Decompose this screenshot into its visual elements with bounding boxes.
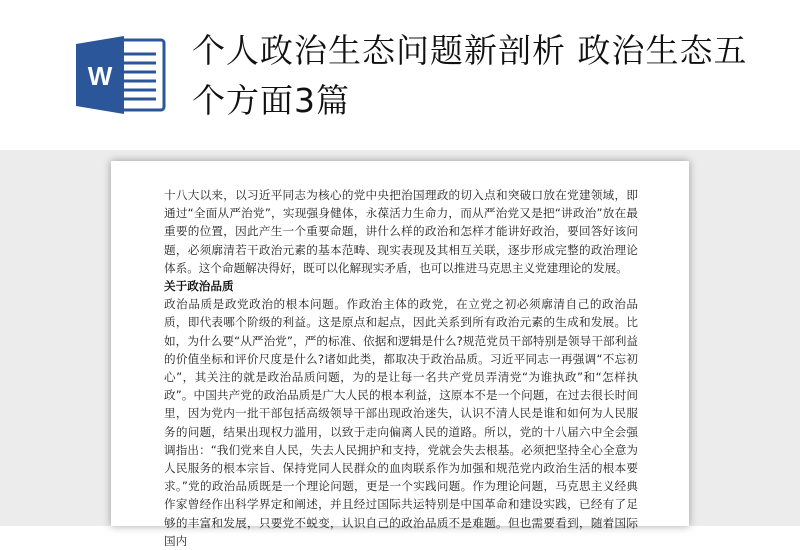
header bbox=[0, 0, 800, 160]
document-body bbox=[164, 186, 638, 550]
word-document-icon bbox=[74, 34, 166, 116]
paragraph-political-quality: 政治品质是政党政治的根本问题。作政治主体的政党，在立党之初必须廓清自己的政治品质，即代表哪个阶级的利益。这是原点和起点，因此关系到所有政治元素的生成和发展。比如，为什么要“从严治党”，严的标准、依据和逻辑是什么?规范党员干部特别是领导干部利益的价值坐标和评价尺度是什么?诸如此类，都取决于政治品质。习近平同志一再强调“不忘初心”，其关注的就是政治品质问题，为的是让每一名共产党员弄清党“为谁执政”和“怎样执政”。中国共产党的政治品质是广大人民的根本利益，这原本不是一个问题，在过去很长时间里，因为党内一批干部包括高级领导干部出现政治迷失，认识不清人民是谁和如何为人民服务的问题，结果出现权力滥用，以致于走向偏离人民的道路。所以，党的十八届六中全会强调指出：“我们党来自人民，失去人民拥护和支持，党就会失去根基。必须把坚持全心全意为人民服务的根本宗旨、保持党同人民群众的血肉联系作为加强和规范党内政治生活的根本要求。”党的政治品质既是一个理论问题，更是一个实践问题。作为理论问题，马克思主义经典作家曾经作出科学界定和阐述，并且经过国际共运特别是中国革命和建设实践，已经有了足够的丰富和发展，只要党不蜕变，认识自己的政治品质不是难题。但也需要看到，随着国际国内 bbox=[164, 297, 638, 548]
paragraph-intro: 十八大以来，以习近平同志为核心的党中央把治国理政的切入点和突破口放在党建领域，即通过“全面从严治党”，实现强身健体，永葆活力生命力，而从严治党又是把“讲政治”放在最重要的位置，因此产生一个重要命题，讲什么样的政治和怎样才能讲好政治，要回答好该问题，必须廓清若干政治元素的基本范畴、现实表现及其相互关联，逐步形成完整的政治理论体系。这个命题解决得好，既可以化解现实矛盾，也可以推进马克思主义党建理论的发展。 bbox=[164, 188, 638, 275]
section-heading: 关于政治品质 bbox=[164, 279, 234, 294]
word-icon-letter: W bbox=[87, 61, 113, 91]
document-title: 个人政治生态问题新剖析 政治生态五个方面3篇 bbox=[192, 31, 748, 120]
